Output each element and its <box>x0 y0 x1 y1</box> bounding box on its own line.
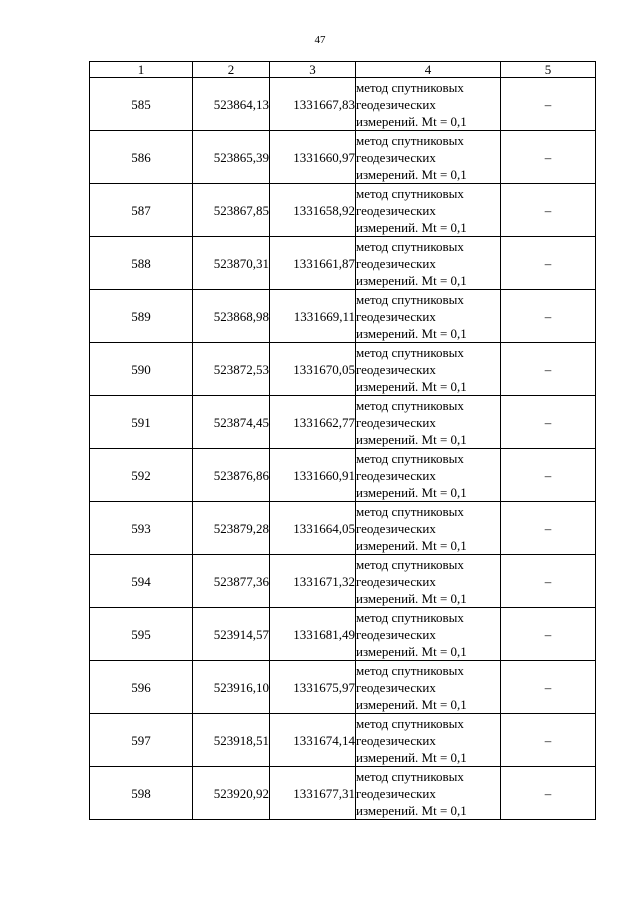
point-number-cell: 596 <box>90 661 193 714</box>
table-row <box>90 767 596 820</box>
method-cell <box>356 396 501 449</box>
point-number-cell: 597 <box>90 714 193 767</box>
method-line: измерений. Mt = 0,1 <box>356 590 467 606</box>
method-line: геодезических <box>356 308 436 324</box>
point-number-cell: 594 <box>90 555 193 608</box>
table-row <box>90 343 596 396</box>
method-cell <box>356 184 501 237</box>
note-cell: – <box>501 343 596 396</box>
method-line: геодезических <box>356 520 436 536</box>
x-coordinate-cell: 523868,98 <box>193 290 270 343</box>
point-number-cell: 588 <box>90 237 193 290</box>
method-line: измерений. Mt = 0,1 <box>356 113 467 129</box>
point-number-cell: 598 <box>90 767 193 820</box>
method-line: метод спутниковых <box>356 662 464 678</box>
table-body <box>90 62 596 820</box>
method-cell <box>356 131 501 184</box>
table-row <box>90 396 596 449</box>
method-cell <box>356 608 501 661</box>
method-line: метод спутниковых <box>356 715 464 731</box>
table-row <box>90 661 596 714</box>
point-number-cell: 593 <box>90 502 193 555</box>
note-cell: – <box>501 290 596 343</box>
note-cell: – <box>501 131 596 184</box>
method-cell <box>356 661 501 714</box>
note-cell: – <box>501 396 596 449</box>
method-line: геодезических <box>356 149 436 165</box>
note-cell: – <box>501 714 596 767</box>
method-line: измерений. Mt = 0,1 <box>356 272 467 288</box>
method-line: геодезических <box>356 785 436 801</box>
method-line: метод спутниковых <box>356 609 464 625</box>
note-cell: – <box>501 237 596 290</box>
point-number-cell: 586 <box>90 131 193 184</box>
method-line: измерений. Mt = 0,1 <box>356 696 467 712</box>
header-cell-4: 4 <box>356 62 501 78</box>
y-coordinate-cell: 1331674,14 <box>270 714 356 767</box>
method-cell <box>356 767 501 820</box>
method-cell <box>356 714 501 767</box>
method-line: измерений. Mt = 0,1 <box>356 643 467 659</box>
x-coordinate-cell: 523918,51 <box>193 714 270 767</box>
y-coordinate-cell: 1331662,77 <box>270 396 356 449</box>
table-row <box>90 555 596 608</box>
method-cell <box>356 343 501 396</box>
x-coordinate-cell: 523920,92 <box>193 767 270 820</box>
y-coordinate-cell: 1331667,83 <box>270 78 356 131</box>
header-cell-1: 1 <box>90 62 193 78</box>
point-number-cell: 589 <box>90 290 193 343</box>
y-coordinate-cell: 1331658,92 <box>270 184 356 237</box>
x-coordinate-cell: 523879,28 <box>193 502 270 555</box>
page-number: 47 <box>314 34 326 46</box>
method-line: геодезических <box>356 626 436 642</box>
header-row <box>90 62 596 78</box>
coordinates-table <box>89 61 596 820</box>
header-cell-5: 5 <box>501 62 596 78</box>
header-cell-3: 3 <box>270 62 356 78</box>
method-line: метод спутниковых <box>356 185 464 201</box>
method-line: геодезических <box>356 361 436 377</box>
method-line: метод спутниковых <box>356 450 464 466</box>
method-line: измерений. Mt = 0,1 <box>356 802 467 818</box>
x-coordinate-cell: 523872,53 <box>193 343 270 396</box>
x-coordinate-cell: 523876,86 <box>193 449 270 502</box>
note-cell: – <box>501 555 596 608</box>
method-line: измерений. Mt = 0,1 <box>356 325 467 341</box>
y-coordinate-cell: 1331661,87 <box>270 237 356 290</box>
method-line: измерений. Mt = 0,1 <box>356 166 467 182</box>
method-line: метод спутниковых <box>356 344 464 360</box>
note-cell: – <box>501 767 596 820</box>
x-coordinate-cell: 523865,39 <box>193 131 270 184</box>
method-line: геодезических <box>356 255 436 271</box>
header-cell-2: 2 <box>193 62 270 78</box>
point-number-cell: 585 <box>90 78 193 131</box>
y-coordinate-cell: 1331664,05 <box>270 502 356 555</box>
y-coordinate-cell: 1331669,11 <box>270 290 356 343</box>
method-cell <box>356 290 501 343</box>
method-cell <box>356 502 501 555</box>
y-coordinate-cell: 1331677,31 <box>270 767 356 820</box>
x-coordinate-cell: 523864,13 <box>193 78 270 131</box>
table-row <box>90 502 596 555</box>
table-row <box>90 237 596 290</box>
table-row <box>90 78 596 131</box>
method-line: метод спутниковых <box>356 768 464 784</box>
point-number-cell: 590 <box>90 343 193 396</box>
note-cell: – <box>501 449 596 502</box>
method-line: геодезических <box>356 732 436 748</box>
method-line: метод спутниковых <box>356 503 464 519</box>
method-line: измерений. Mt = 0,1 <box>356 219 467 235</box>
y-coordinate-cell: 1331670,05 <box>270 343 356 396</box>
point-number-cell: 591 <box>90 396 193 449</box>
method-line: измерений. Mt = 0,1 <box>356 431 467 447</box>
y-coordinate-cell: 1331660,97 <box>270 131 356 184</box>
table-row <box>90 714 596 767</box>
method-line: метод спутниковых <box>356 291 464 307</box>
method-line: геодезических <box>356 414 436 430</box>
x-coordinate-cell: 523877,36 <box>193 555 270 608</box>
note-cell: – <box>501 661 596 714</box>
method-line: метод спутниковых <box>356 556 464 572</box>
method-cell <box>356 449 501 502</box>
method-cell <box>356 555 501 608</box>
x-coordinate-cell: 523914,57 <box>193 608 270 661</box>
table-row <box>90 449 596 502</box>
method-line: измерений. Mt = 0,1 <box>356 537 467 553</box>
table-row <box>90 131 596 184</box>
point-number-cell: 592 <box>90 449 193 502</box>
y-coordinate-cell: 1331681,49 <box>270 608 356 661</box>
method-line: геодезических <box>356 679 436 695</box>
x-coordinate-cell: 523870,31 <box>193 237 270 290</box>
method-line: измерений. Mt = 0,1 <box>356 749 467 765</box>
method-line: геодезических <box>356 96 436 112</box>
x-coordinate-cell: 523874,45 <box>193 396 270 449</box>
method-line: метод спутниковых <box>356 132 464 148</box>
method-line: измерений. Mt = 0,1 <box>356 484 467 500</box>
table-row <box>90 184 596 237</box>
note-cell: – <box>501 184 596 237</box>
table-row <box>90 608 596 661</box>
method-line: геодезических <box>356 202 436 218</box>
table-row <box>90 290 596 343</box>
y-coordinate-cell: 1331660,91 <box>270 449 356 502</box>
x-coordinate-cell: 523916,10 <box>193 661 270 714</box>
note-cell: – <box>501 78 596 131</box>
method-line: измерений. Mt = 0,1 <box>356 378 467 394</box>
method-line: геодезических <box>356 467 436 483</box>
method-cell <box>356 237 501 290</box>
method-line: геодезических <box>356 573 436 589</box>
y-coordinate-cell: 1331671,32 <box>270 555 356 608</box>
point-number-cell: 587 <box>90 184 193 237</box>
x-coordinate-cell: 523867,85 <box>193 184 270 237</box>
method-line: метод спутниковых <box>356 79 464 95</box>
point-number-cell: 595 <box>90 608 193 661</box>
note-cell: – <box>501 608 596 661</box>
note-cell: – <box>501 502 596 555</box>
method-cell <box>356 78 501 131</box>
y-coordinate-cell: 1331675,97 <box>270 661 356 714</box>
method-line: метод спутниковых <box>356 397 464 413</box>
method-line: метод спутниковых <box>356 238 464 254</box>
